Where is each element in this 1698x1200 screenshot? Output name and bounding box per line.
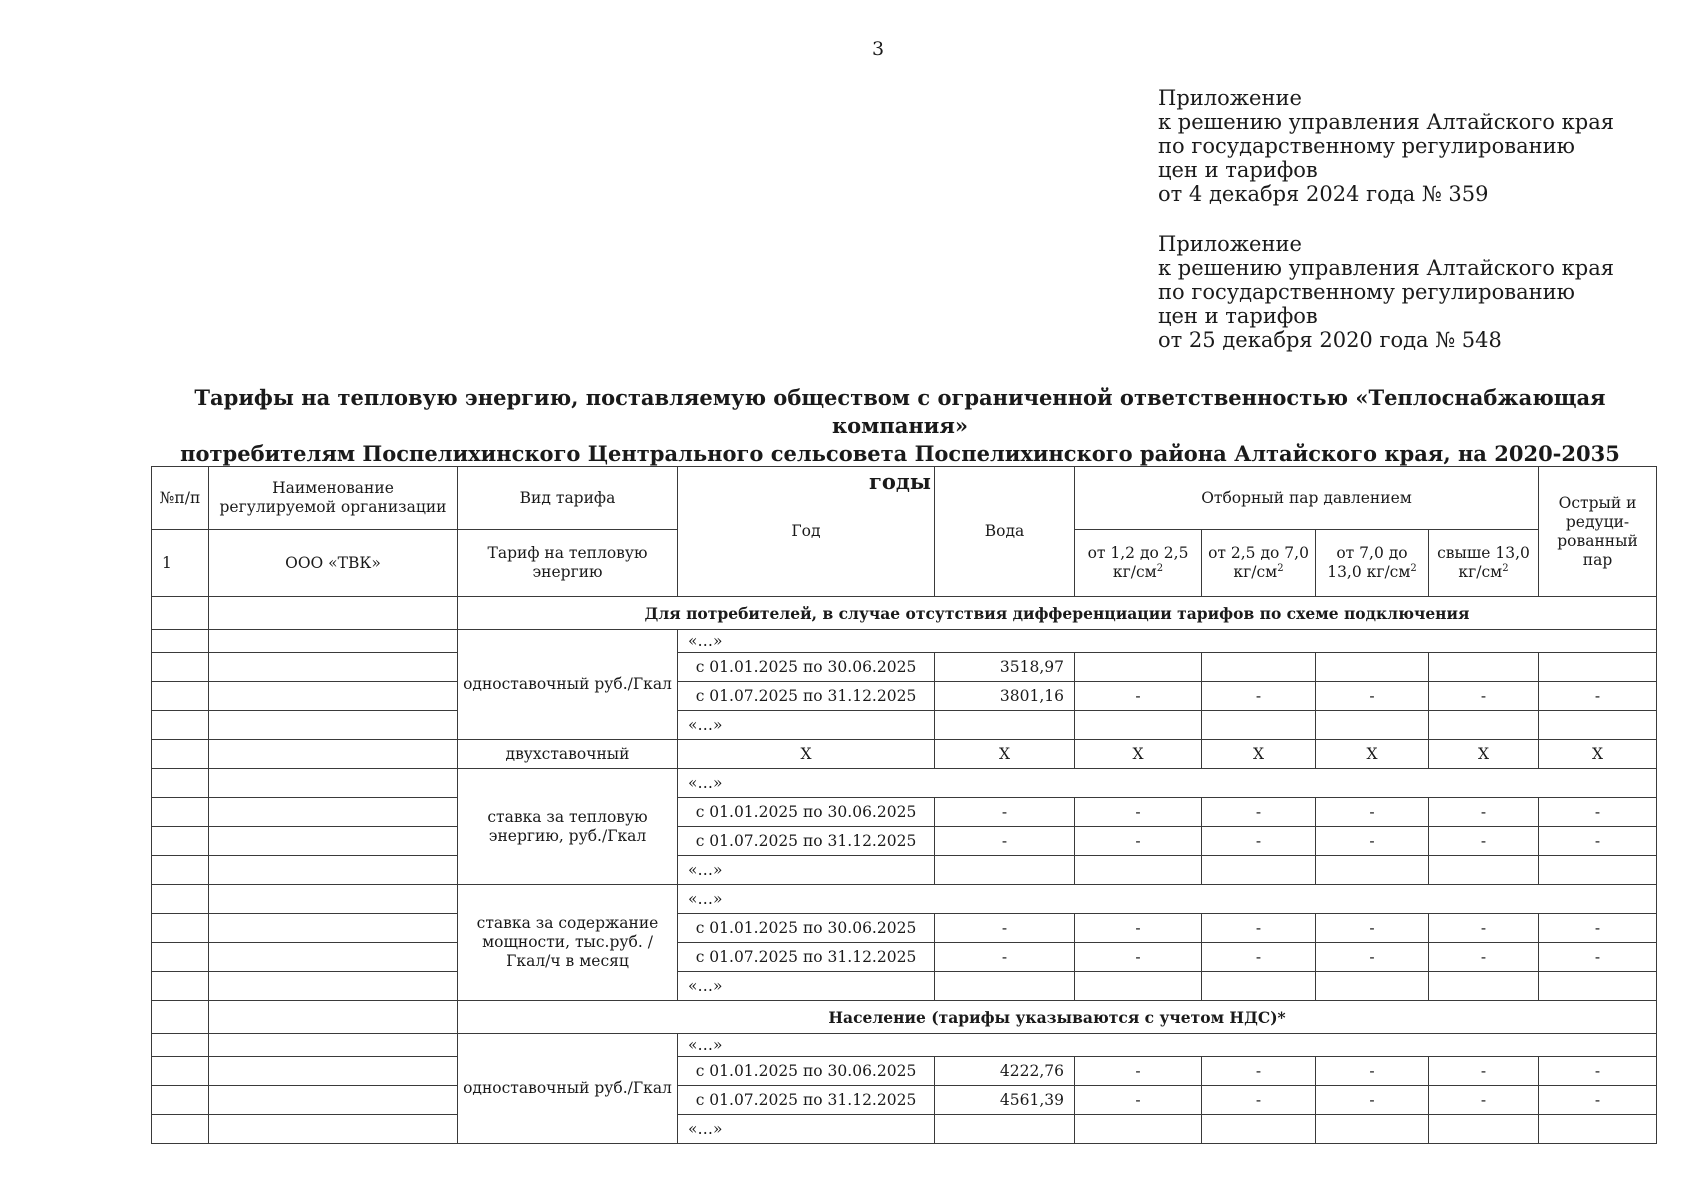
- table-row: [152, 885, 1657, 914]
- x-mark: Х: [1316, 740, 1429, 769]
- x-mark: Х: [1539, 740, 1657, 769]
- dash: -: [935, 827, 1075, 856]
- tariff-capacity-rate: ставка за содержание мощности, тыс.руб. /Гкал/ч в месяц: [458, 885, 678, 1001]
- table-row: [152, 827, 1657, 856]
- ellipsis: «…»: [678, 885, 1657, 914]
- dash: -: [1539, 914, 1657, 943]
- header-extraction-steam: Отборный пар давлением: [1075, 467, 1539, 530]
- dash: -: [1316, 682, 1429, 711]
- appendix-line: Приложение: [1158, 86, 1302, 110]
- appendix-line: цен и тарифов: [1158, 158, 1318, 182]
- dash: -: [1539, 1086, 1657, 1115]
- dash: -: [1539, 827, 1657, 856]
- dash: -: [1075, 914, 1202, 943]
- ellipsis: «…»: [678, 769, 1657, 798]
- appendix-block-current: [1158, 86, 1614, 206]
- dash: -: [1316, 1057, 1429, 1086]
- table-row: [152, 798, 1657, 827]
- dash: -: [1429, 798, 1539, 827]
- period: с 01.07.2025 по 31.12.2025: [678, 943, 935, 972]
- dash: -: [1075, 943, 1202, 972]
- header-tariff-type: Вид тарифа: [458, 467, 678, 530]
- dash: -: [1202, 943, 1316, 972]
- appendix-line: к решению управления Алтайского края: [1158, 110, 1614, 134]
- tariff-two-part: двухставочный: [458, 740, 678, 769]
- ellipsis: «…»: [678, 1034, 1657, 1057]
- dash: -: [935, 943, 1075, 972]
- dash: -: [1539, 943, 1657, 972]
- dash: -: [1075, 798, 1202, 827]
- dash: -: [1316, 943, 1429, 972]
- title-line: Тарифы на тепловую энергию, поставляемую обществом с ограниченной ответственностью «Теплоснабжающая компания»: [194, 385, 1606, 438]
- header-year: Год: [678, 467, 935, 597]
- dash: -: [1202, 914, 1316, 943]
- section-row: [152, 597, 1657, 630]
- dash: -: [1075, 827, 1202, 856]
- dash: -: [1429, 943, 1539, 972]
- table-row: [152, 856, 1657, 885]
- header-num: №п/п: [152, 467, 209, 530]
- period: с 01.01.2025 по 30.06.2025: [678, 798, 935, 827]
- section-title: Для потребителей, в случае отсутствия дифференциации тарифов по схеме подключения: [458, 597, 1657, 630]
- x-mark: Х: [678, 740, 935, 769]
- header-pressure-2: от 2,5 до 7,0 $кг/см^2$: [1202, 530, 1316, 597]
- appendix-line: по государственному регулированию: [1158, 134, 1575, 158]
- header-pressure-3: от 7,0 до 13,0 $кг/см^2$: [1316, 530, 1429, 597]
- tariff-table: [151, 466, 1657, 1144]
- dash: -: [1316, 798, 1429, 827]
- table-row: [152, 1034, 1657, 1057]
- header-sharp-steam: Острый и редуци-рованный пар: [1539, 467, 1657, 597]
- appendix-line: от 4 декабря 2024 года № 359: [1158, 182, 1489, 206]
- table-row: [152, 1086, 1657, 1115]
- table-row: [152, 653, 1657, 682]
- table-row: [152, 740, 1657, 769]
- header-pressure-1: от 1,2 до 2,5 $кг/см^2$: [1075, 530, 1202, 597]
- table-row: [152, 1115, 1657, 1144]
- tariff-label: Тариф на тепловую энергию: [458, 530, 678, 597]
- dash: -: [1539, 798, 1657, 827]
- water-value: 3801,16: [935, 682, 1075, 711]
- dash: -: [935, 798, 1075, 827]
- section-title: Население (тарифы указываются с учетом НДС)*: [458, 1001, 1657, 1034]
- table-header-row: [152, 467, 1657, 530]
- header-org: Наименование регулируемой организации: [209, 467, 458, 530]
- appendix-line: к решению управления Алтайского края: [1158, 256, 1614, 280]
- x-mark: Х: [1075, 740, 1202, 769]
- ellipsis: «…»: [678, 1115, 935, 1144]
- appendix-block-original: [1158, 232, 1614, 352]
- table-row: [152, 711, 1657, 740]
- tariff-one-part: одноставочный руб./Гкал: [458, 1034, 678, 1144]
- dash: -: [1429, 1057, 1539, 1086]
- period: с 01.01.2025 по 30.06.2025: [678, 1057, 935, 1086]
- ellipsis: «…»: [678, 630, 1657, 653]
- dash: -: [1075, 1086, 1202, 1115]
- water-value: 4561,39: [935, 1086, 1075, 1115]
- period: с 01.07.2025 по 31.12.2025: [678, 682, 935, 711]
- dash: -: [1202, 827, 1316, 856]
- appendix-line: цен и тарифов: [1158, 304, 1318, 328]
- dash: -: [1075, 682, 1202, 711]
- dash: -: [1429, 682, 1539, 711]
- dash: -: [1429, 1086, 1539, 1115]
- header-pressure-4: свыше 13,0 $кг/см^2$: [1429, 530, 1539, 597]
- period: с 01.01.2025 по 30.06.2025: [678, 653, 935, 682]
- org-name: ООО «ТВК»: [209, 530, 458, 597]
- dash: -: [1202, 798, 1316, 827]
- table-row: [152, 943, 1657, 972]
- appendix-line: от 25 декабря 2020 года № 548: [1158, 328, 1502, 352]
- tariff-heat-rate: ставка за тепловую энергию, руб./Гкал: [458, 769, 678, 885]
- ellipsis: «…»: [678, 972, 935, 1001]
- dash: -: [1075, 1057, 1202, 1086]
- water-value: 4222,76: [935, 1057, 1075, 1086]
- appendix-line: по государственному регулированию: [1158, 280, 1575, 304]
- x-mark: Х: [1429, 740, 1539, 769]
- period: с 01.07.2025 по 31.12.2025: [678, 827, 935, 856]
- table-row: [152, 769, 1657, 798]
- dash: -: [1539, 682, 1657, 711]
- table-row: [152, 682, 1657, 711]
- dash: -: [1202, 1057, 1316, 1086]
- x-mark: Х: [1202, 740, 1316, 769]
- ellipsis: «…»: [678, 711, 935, 740]
- period: с 01.01.2025 по 30.06.2025: [678, 914, 935, 943]
- x-mark: Х: [935, 740, 1075, 769]
- dash: -: [1202, 682, 1316, 711]
- tariff-one-part: одноставочный руб./Гкал: [458, 630, 678, 740]
- appendix-line: Приложение: [1158, 232, 1302, 256]
- org-num: 1: [152, 530, 209, 597]
- ellipsis: «…»: [678, 856, 935, 885]
- page-number: 3: [872, 38, 885, 60]
- section-row: [152, 1001, 1657, 1034]
- title-line: потребителям Поспелихинского Центрального сельсовета Поспелихинского района Алтайского края, на 2020-2035 годы: [180, 441, 1620, 494]
- dash: -: [1202, 1086, 1316, 1115]
- dash: -: [1316, 1086, 1429, 1115]
- dash: -: [1316, 914, 1429, 943]
- header-water: Вода: [935, 467, 1075, 597]
- table-row: [152, 914, 1657, 943]
- period: с 01.07.2025 по 31.12.2025: [678, 1086, 935, 1115]
- dash: -: [1316, 827, 1429, 856]
- table-row: [152, 972, 1657, 1001]
- table-row: [152, 630, 1657, 653]
- dash: -: [1429, 914, 1539, 943]
- table-row: [152, 1057, 1657, 1086]
- water-value: 3518,97: [935, 653, 1075, 682]
- dash: -: [935, 914, 1075, 943]
- dash: -: [1429, 827, 1539, 856]
- dash: -: [1539, 1057, 1657, 1086]
